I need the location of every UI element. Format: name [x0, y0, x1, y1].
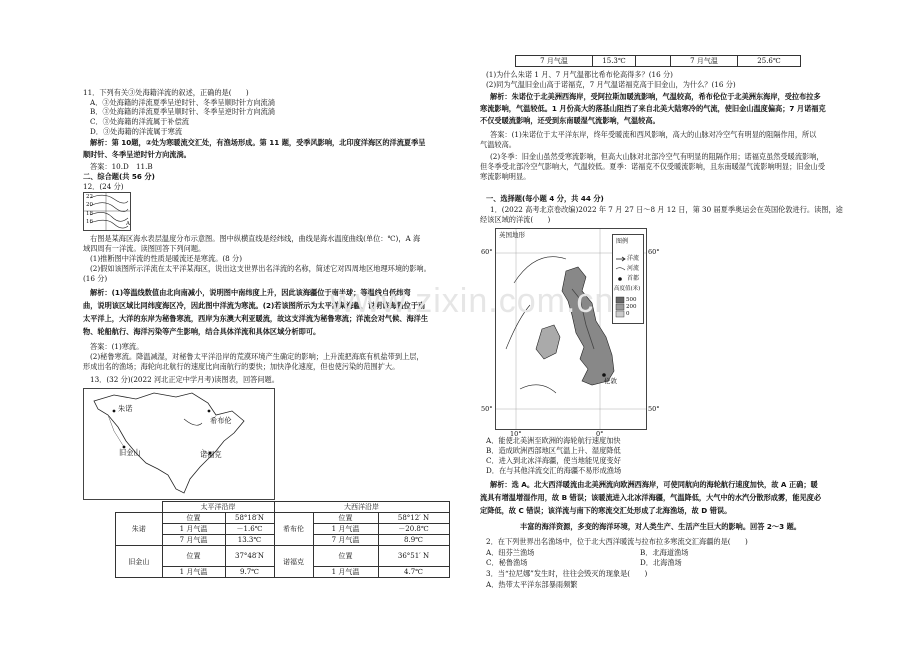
- point-a-label: A: [126, 221, 130, 227]
- sf-jul: 15.3℃: [593, 56, 636, 67]
- q13-answer-4: 但冬季受北部冷空气影响大，气温较低。夏季：诺福克不仅受暖流影响，且东南暖湿气流影响明显；旧金山受: [480, 162, 826, 171]
- q11-option-c: C．③处海籍的洋流属于补偿流: [90, 117, 189, 126]
- isotherm-label-20: 20: [86, 202, 93, 208]
- q13-analysis-1: 解析：朱诺位于北美洲西海岸，受阿拉斯加暖流影响，气温较高，希布伦位于北美洲东海岸，受拉布拉多: [490, 92, 821, 101]
- header-pacific: 太平洋沿岸: [162, 502, 274, 513]
- section-1-heading: 一、选择题(每小题 4 分，共 44 分): [486, 194, 604, 203]
- q13-heading: 13．(32 分)(2022 河北正定中学月考)读图表，回答问题。: [90, 375, 279, 384]
- table-continued: [515, 55, 801, 67]
- q12-heading: 12．(24 分): [83, 182, 124, 191]
- label-jul: 7 月气温: [671, 56, 738, 67]
- q1-analysis-1: 解析：选 A。北大西洋暖流由北美洲流向欧洲西海岸，可使同航向的海轮航行速度加快，故 A 正确；暖: [490, 480, 818, 489]
- label-jan: 1 月气温: [313, 524, 378, 535]
- hebron-jan: －20.8℃: [378, 524, 449, 535]
- q1-stem-1: 1．(2022 高考北京卷改编)2022 年 7 月 27 日～8 月 12 日，第 30 届夏季奥运会在英国伦敦进行。读图，途: [490, 205, 843, 214]
- q12-text-2: 域四周有一洋流。读图回答下列问题。: [83, 244, 206, 253]
- climate-table-wrapper: [115, 501, 450, 578]
- legend-200: 200: [626, 304, 637, 310]
- q12-text-1: 右图是某海区海水表层温度分布示意图。图中纵横直线是经纬线，曲线是海水温度曲线(单位：℃)，A 海: [90, 234, 421, 243]
- q12-analysis-4: 物、轮船航行、海洋污染等产生影响，结合具体洋流和具体区域分析即可。: [83, 327, 321, 336]
- q2-intro: 丰富的海洋资源，多变的海洋环境，对人类生产、生活产生巨大的影响。回答 2～3 题。: [520, 522, 801, 531]
- q3-option-a: A．热带太平洋东部暴雨频繁: [486, 580, 578, 589]
- map-label-norfolk: 诺福克: [200, 450, 222, 459]
- q2-option-d: D．北海渔场: [640, 558, 682, 567]
- q1-option-d: D．在与其他洋流交汇的海疆不易形成渔场: [486, 466, 622, 475]
- north-america-svg: [84, 389, 274, 499]
- q2-stem: 2．在下列世界出名渔场中，位于北大西洋暖流与拉布拉多寒流交汇海疆的是( ): [486, 537, 748, 546]
- label-pos: 位置: [162, 546, 225, 567]
- q13-answer-1: 答案：(1)朱诺位于太平洋东岸，终年受暖流和西风影响，高大的山脉对冷空气有明显的阻隔作用，所以: [490, 130, 817, 139]
- city-juneau: 朱诺: [116, 513, 163, 546]
- map-label-san-francisco: 旧金山: [119, 448, 141, 457]
- norfolk-pos: 36°51′ N: [378, 546, 449, 567]
- q1-option-b: B．造成欧洲西部地区气温上升、湿度降低: [486, 446, 621, 455]
- q13-sub-2: (2)同为气温旧金山高于诺福克，7 月气温诺福克高于旧金山，为什么？(16 分): [486, 80, 736, 89]
- hebron-jul: 8.9℃: [378, 535, 449, 546]
- label-jan: 1 月气温: [162, 524, 225, 535]
- lat-60-right: 60°: [648, 248, 660, 256]
- sf-jan: 9.7℃: [225, 567, 274, 578]
- legend-capital: 首都: [627, 275, 640, 282]
- uk-map-title: 英国地形: [499, 231, 525, 239]
- label-pos: 位置: [162, 513, 225, 524]
- lat-50-left: 50°: [481, 405, 493, 413]
- juneau-jan: －1.6℃: [225, 524, 274, 535]
- q2-option-a: A．纽芬兰渔场: [486, 548, 535, 557]
- q13-analysis-3: 不仅受暖流影响，还受到东南暖湿气流影响，气温较高。: [480, 116, 660, 125]
- lon-10: 10°: [510, 430, 522, 438]
- label-jul: 7 月气温: [313, 535, 378, 546]
- q2-option-b: B．北海道渔场: [640, 548, 689, 557]
- section-2-heading: 二、综合题(共 56 分): [83, 172, 155, 181]
- q1-stem-2: 经该区域的洋流( ): [480, 215, 551, 224]
- q13-answer-3: (2)冬季：旧金山虽然受寒流影响，但高大山脉对北部冷空气有明显的阻隔作用；诺福克虽然受暖流影响，: [490, 152, 824, 161]
- london-label: 伦敦: [604, 377, 617, 385]
- q12-text-5: (16 分): [83, 274, 108, 283]
- map-label-juneau: 朱诺: [118, 404, 133, 413]
- legend-500: 500: [626, 297, 637, 303]
- header-atlantic: 大西洋沿岸: [274, 502, 449, 513]
- norfolk-jan: 4.7℃: [378, 567, 449, 578]
- q2-option-c: C．秘鲁渔场: [486, 558, 528, 567]
- q12-answer-3: 形成出名的渔场；海轮向北航行的速度比向南航行的要快；加快净化速度，但也使污染的范围扩大。: [83, 362, 400, 371]
- label-pos: 位置: [313, 513, 378, 524]
- label-jul: 7 月气温: [162, 535, 225, 546]
- q11-option-b: B．③处海籍的洋流夏季呈顺时针、冬季呈逆时针方向流淌: [90, 107, 275, 116]
- label-pos: 位置: [313, 546, 378, 567]
- map-label-hebron: 希布伦: [210, 416, 232, 425]
- isotherm-label-16: 16: [86, 219, 93, 225]
- label-jan: 1 月气温: [162, 567, 225, 578]
- q13-sub-1: (1)为什么朱诺 1 月、7 月气温都比希布伦高得多？(16 分): [486, 70, 673, 79]
- q13-answer-2: 气温较高。: [480, 140, 516, 149]
- climate-table: [115, 501, 450, 578]
- legend-elevation: 高度值(米): [614, 286, 641, 292]
- q1-analysis-2: 流具有增温增湿作用，故 B 错误；该暖流进入北冰洋海疆，气温降低，大气中的水汽分散形成雾，能见度必: [480, 493, 822, 502]
- hebron-pos: 58°12′ N: [378, 513, 449, 524]
- q12-answer-1: 答案：(1)寒流。: [90, 342, 144, 351]
- juneau-jul: 13.3℃: [225, 535, 274, 546]
- isotherm-label-22: 22: [86, 194, 93, 200]
- label-jul: 7 月气温: [516, 56, 593, 67]
- city-hebron: 希布伦: [274, 513, 313, 546]
- label-jan: 1 月气温: [313, 567, 378, 578]
- norfolk-jul: 25.6℃: [738, 56, 801, 67]
- q11-stem: 11．下列有关③处海籍洋流的叙述，正确的是( ): [83, 88, 249, 97]
- isotherm-label-18: 18: [86, 211, 93, 217]
- q11-option-a: A．③处海籍的洋流夏季呈逆时针、冬季呈顺时针方向流淌: [90, 98, 275, 107]
- city-san-francisco: 旧金山: [116, 546, 163, 578]
- q11-analysis-2: 顺时针、冬季呈逆时针方向流淌。: [83, 150, 191, 159]
- q12-text-4: (2)假如该图所示洋流在太平洋某海区，说出这支世界出名洋流的名称，简述它对四周地区地理环境的影响。: [90, 264, 431, 273]
- q13-analysis-2: 寒流影响，气温较低。1 月份高大的落基山阻挡了来自北美大陆寒冷的气流，使旧金山温度偏高；7 月诺福克: [480, 104, 826, 113]
- city-norfolk: 诺福克: [274, 546, 313, 578]
- sf-pos: 37°48′N: [225, 546, 274, 567]
- legend-river: 河流: [627, 265, 640, 272]
- q3-stem: 3．当“拉尼娜”发生时，往往会毁灭的现象是( ): [486, 569, 648, 578]
- north-america-map: [83, 388, 275, 500]
- q1-option-c: C．进入到北冰洋海疆，使当地能见度变好: [486, 456, 621, 465]
- q1-analysis-3: 定降低，故 C 错误；该洋流与南下的寒流交汇处形成了北海渔场，故 D 错误。: [480, 506, 732, 515]
- watermark: www.zixin.com.cn: [330, 282, 615, 320]
- q12-answer-2: (2)秘鲁寒流。降温减湿，对秘鲁太平洋沿岸的荒漠环境产生确定的影响；上升流把海底有机盐带到上层，: [90, 352, 424, 361]
- lon-0: 0°: [596, 430, 604, 438]
- q11-option-d: D．③处海籍的洋流属于寒流: [90, 127, 183, 136]
- q1-option-a: A．能使北美洲至欧洲的海轮航行速度加快: [486, 436, 621, 445]
- q12-analysis-2: 曲，说明该区域比同纬度海区冷，因此图中洋流为寒流。(2)若该图所示为太平洋某海疆，说明该海疆位于南: [83, 301, 426, 310]
- legend-current: 洋流: [627, 255, 640, 262]
- lat-60-left: 60°: [481, 248, 493, 256]
- q12-analysis-1: 解析：(1)等温线数值由北向南减小，说明图中南纬度上升，因此该海疆位于南半球；等温线自低纬弯: [90, 288, 411, 297]
- q13-answer-5: 寒流影响明显。: [480, 172, 531, 181]
- q12-text-3: (1)推断图中洋流的性质是暖流还是寒流。(8 分): [90, 254, 243, 263]
- q11-answer: 答案：10.D 11.B: [90, 162, 153, 171]
- legend-0: 0: [626, 311, 630, 317]
- legend-title: 图例: [616, 238, 629, 245]
- lat-50-right: 50°: [648, 405, 660, 413]
- q11-analysis-1: 解析：第 10题，②处为寒暖流交汇处，有渔场形成。第 11 题，受季风影响，北印度洋海区的洋流夏季呈: [90, 138, 426, 147]
- juneau-pos: 58°18′N: [225, 513, 274, 524]
- q12-analysis-3: 太平洋上，大洋的东岸为秘鲁寒流，西岸为东澳大利亚暖流，故这支洋流为秘鲁寒流；洋流会对气候、海洋生: [83, 314, 429, 323]
